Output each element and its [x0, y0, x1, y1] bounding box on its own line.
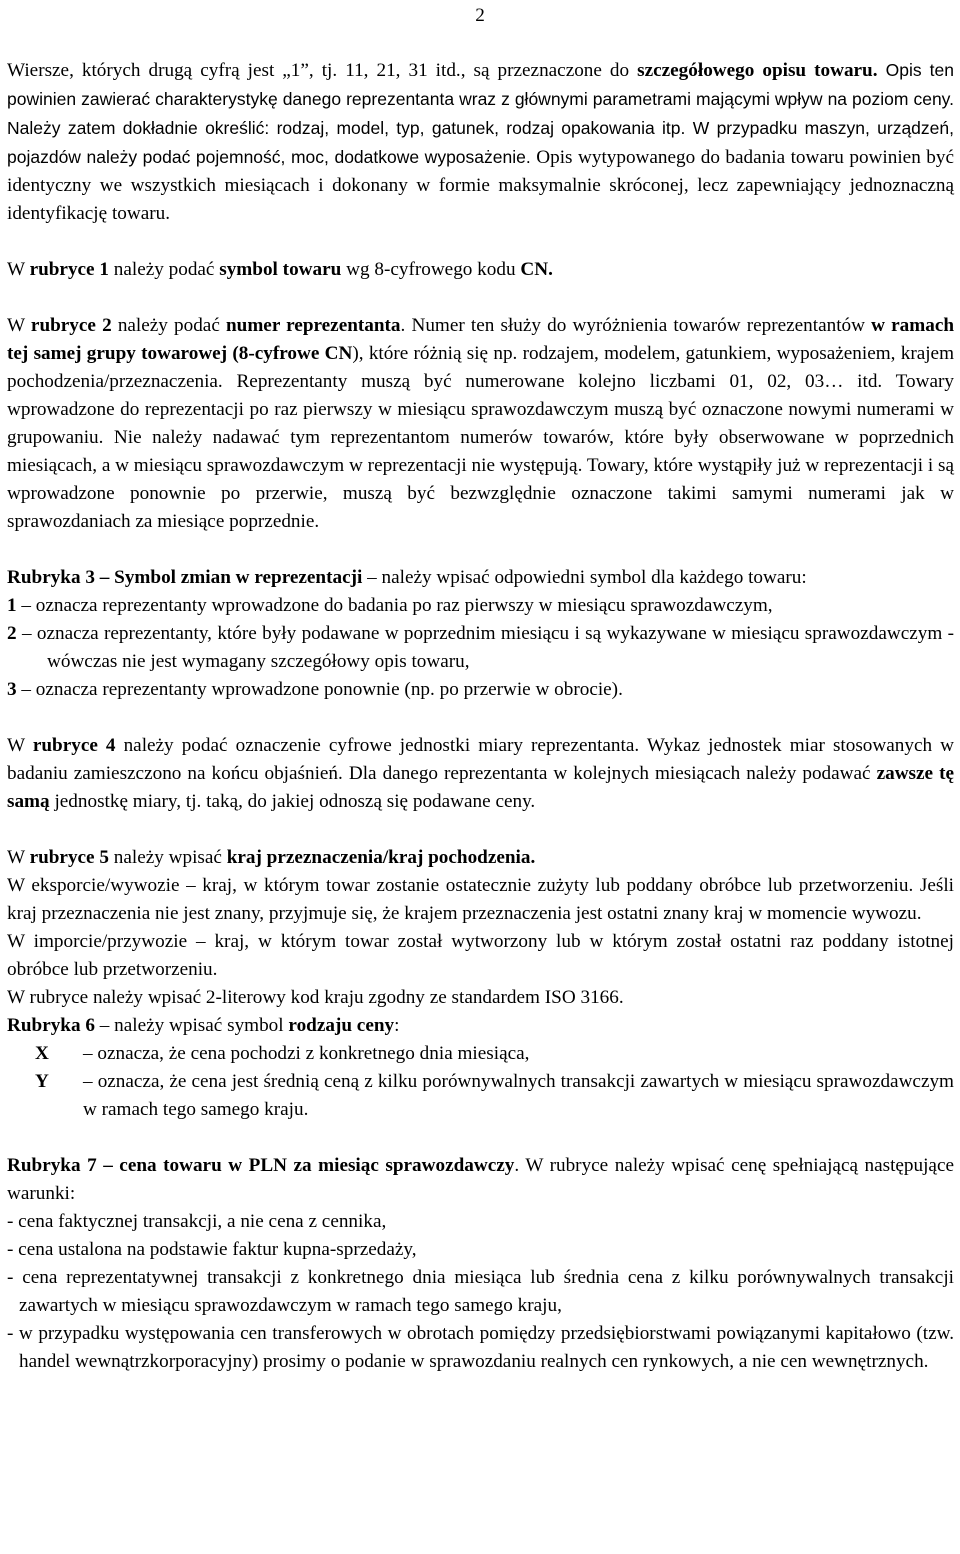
r6-item-y — [7, 1068, 954, 1124]
r6-bold-label: Rubryka 6 — [7, 1015, 95, 1036]
r7-list-item-1: - cena faktycznej transakcji, a nie cena z cennika, — [7, 1211, 387, 1232]
r4-text: należy podać oznaczenie cyfrowe jednostki miary reprezentanta. Wykaz jednostek miar stosowanych w badaniu zamieszczono na końcu objaśnień. Dla danego reprezentanta w kolejnych miesiącach należy podawać — [7, 735, 954, 784]
r2-bold-grupa: w ramach tej samej grupy towarowej (8-cyfrowe CN — [7, 315, 955, 364]
r1-text: należy podać — [108, 259, 220, 280]
r3-item-text: – oznacza reprezentanty wprowadzone do badania po raz pierwszy w miesiącu sprawozdawczym, — [16, 595, 773, 616]
r6-item-text: – oznacza, że cena jest średnią ceną z kilku porównywalnych transakcji zawartych w miesiącu sprawozdawczym w ramach tego samego kraju. — [83, 1071, 954, 1120]
r1-bold-cn: CN. — [520, 259, 553, 280]
r2-bold-label: rubryce 2 — [30, 315, 112, 336]
intro-bold: szczegółowego opisu towaru. — [637, 60, 878, 81]
r5-export-paragraph: W eksporcie/wywozie – kraj, w którym towar zostanie ostatecznie zużyty lub poddany obróbce lub przetworzeniu. Jeśli kraj przeznaczenia nie jest znany, przyjmuje się, że krajem przeznaczenia jest ostatni znany kraj w momencie wywozu. — [7, 875, 954, 924]
r6-text: : — [394, 1015, 400, 1036]
document-body — [7, 56, 954, 1376]
r5-iso-paragraph: W rubryce należy wpisać 2-literowy kod kraju zgodny ze standardem ISO 3166. — [7, 987, 624, 1008]
r6-code: Y — [35, 1071, 49, 1092]
r3-code: 1 — [7, 595, 17, 616]
intro-text-3: Opis wytypowanego do badania towaru powinien być identyczny we wszystkich miesiącach i dokonany w formie maksymalnie skróconej, lecz zapewniający jednoznaczną identyfikację towaru. — [7, 147, 954, 224]
r6-text: – należy wpisać symbol — [94, 1015, 289, 1036]
r6-item-text: – oznacza, że cena pochodzi z konkretnego dnia miesiąca, — [83, 1043, 530, 1064]
r4-bold-zawsze: zawsze tę samą — [7, 763, 954, 812]
r4-text: W — [7, 735, 33, 756]
intro-paragraph — [7, 56, 954, 228]
r7-text: . W rubryce należy wpisać cenę spełniającą następujące warunki: — [7, 1155, 954, 1204]
r2-bold-numer: numer reprezentanta — [225, 315, 401, 336]
r3-bold-title: Rubryka 3 – Symbol zmian w reprezentacji — [7, 567, 363, 588]
rubryka-5-heading — [7, 844, 954, 872]
r7-list-item-2: - cena ustalona na podstawie faktur kupna-sprzedaży, — [7, 1239, 417, 1260]
r5-text: W — [7, 847, 30, 868]
rubryka-2-paragraph — [7, 312, 954, 536]
r3-item-text: – oznacza reprezentanty, które były podawane w poprzednim miesiącu i są wykazywane w miesiącu sprawozdawczym - wówczas nie jest wymagany szczegółowy opis towaru, — [16, 623, 954, 672]
r5-import-paragraph: W imporcie/przywozie – kraj, w którym towar został wytworzony lub w którym został ostatni raz poddany istotnej obróbce lub przetworzeniu. — [7, 931, 954, 980]
r5-bold-label: rubryce 5 — [29, 847, 109, 868]
rubryka-3-heading — [7, 564, 954, 592]
r3-item-text: – oznacza reprezentanty wprowadzone ponownie (np. po przerwie w obrocie). — [16, 679, 623, 700]
intro-text-2: Opis ten powinien zawierać charakterystykę danego reprezentanta wraz z głównymi parametrami mającymi wpływ na poziom ceny. Należy zatem dokładnie określić: rodzaj, model, typ, gatunek, rodzaj opakowania itp. W przypadku maszyn, urządzeń, pojazdów należy podać pojemność, moc, dodatkowe wyposażenie. — [7, 60, 954, 167]
r3-text: – należy wpisać odpowiedni symbol dla każdego towaru: — [362, 567, 807, 588]
rubryka-6-heading — [7, 1012, 954, 1040]
r1-bold-symbol: symbol towaru — [219, 259, 342, 280]
r4-bold-label: rubryce 4 — [32, 735, 116, 756]
r3-code: 3 — [7, 679, 17, 700]
r7-list-item-3: - cena reprezentatywnej transakcji z konkretnego dnia miesiąca lub średnia cena z kilku porównywalnych transakcji zawartych w miesiącu sprawozdawczym w ramach tego samego kraju, — [7, 1267, 954, 1316]
rubryka-7-heading — [7, 1152, 954, 1208]
r2-text: należy podać — [111, 315, 226, 336]
r1-text: wg 8-cyfrowego kodu — [341, 259, 521, 280]
r1-bold-label: rubryce 1 — [29, 259, 109, 280]
r6-code: X — [35, 1043, 49, 1064]
r3-list-item-1 — [7, 592, 954, 620]
r3-list-item-2 — [7, 620, 954, 676]
r5-text: należy wpisać — [108, 847, 227, 868]
r4-text: jednostkę miary, tj. taką, do jakiej odnoszą się podawane ceny. — [49, 791, 536, 812]
r2-text: . Numer ten służy do wyróżnienia towarów reprezentantów — [400, 315, 872, 336]
r1-text: W — [7, 259, 30, 280]
intro-text-1: Wiersze, których drugą cyfrą jest „1”, tj. 11, 21, 31 itd., są przeznaczone do — [7, 60, 638, 81]
rubryka-4-paragraph — [7, 732, 954, 816]
r3-list-item-3 — [7, 676, 954, 704]
r7-bold-title: Rubryka 7 – cena towaru w PLN za miesiąc sprawozdawczy — [7, 1155, 515, 1176]
r2-text: W — [7, 315, 31, 336]
r2-text: ), które różnią się np. rodzajem, modelem, gatunkiem, wyposażeniem, krajem pochodzenia/przeznaczenia. Reprezentanty muszą być numerowane kolejno liczbami 01, 02, 03… itd. Towary wprowadzone do reprezentacji po raz pierwszy w miesiącu sprawozdawczym muszą być oznaczone nowymi numerami w grupowaniu. Nie należy nadawać tym reprezentantom numerów towarów, które były obserwowane w poprzednich miesiącach, a w miesiącu sprawozdawczym w reprezentacji nie występują. Towary, które wystąpiły już w reprezentacji i są wprowadzone ponownie po przerwie, muszą być bezwzględnie oznaczone takimi samymi numerami jak w sprawozdaniach za miesiące poprzednie. — [7, 343, 954, 532]
r5-bold-kraj: kraj przeznaczenia/kraj pochodzenia. — [226, 847, 536, 868]
r3-code: 2 — [7, 623, 17, 644]
r6-item-x — [7, 1040, 954, 1068]
r7-list-item-4: - w przypadku występowania cen transferowych w obrotach pomiędzy przedsiębiorstwami powiązanymi kapitałowo (tzw. handel wewnątrzkorporacyjny) prosimy o podanie w sprawozdaniu realnych cen rynkowych, a nie cen wewnętrznych. — [7, 1323, 954, 1372]
rubryka-1-paragraph — [7, 256, 954, 284]
page-number: 2 — [475, 5, 485, 26]
r6-bold-rodzaj: rodzaju ceny — [288, 1015, 395, 1036]
